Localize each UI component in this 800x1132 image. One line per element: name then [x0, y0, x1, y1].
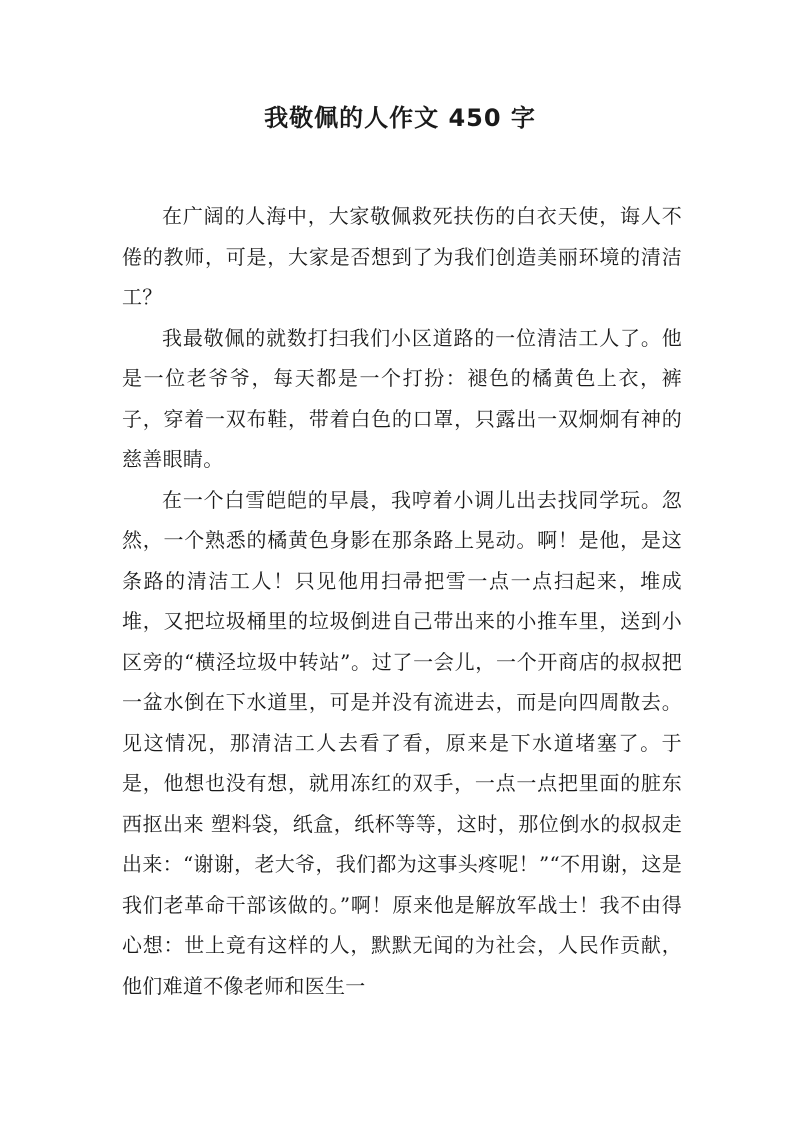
- paragraph-1: 在广阔的人海中，大家敬佩救死扶伤的白衣天使，诲人不倦的教师，可是，大家是否想到了为我们创造美丽环境的清洁工？: [122, 204, 682, 309]
- paragraph-2: 我最敬佩的就数打扫我们小区道路的一位清洁工人了。他是一位老爷爷，每天都是一个打扮：褪色的橘黄色上衣，裤子，穿着一双布鞋，带着白色的口罩，只露出一双炯炯有神的慈善眼睛。: [122, 325, 682, 471]
- document-title: 我敬佩的人作文 450 字: [264, 104, 536, 132]
- paragraph-3: 在一个白雪皑皑的早晨，我哼着小调儿出去找同学玩。忽然，一个熟悉的橘黄色身影在那条路上晃动。啊！是他，是这条路的清洁工人！只见他用扫帚把雪一点一点扫起来，堆成堆，又把垃圾桶里的垃圾倒进自己带出来的小推车里，送到小区旁的“横泾垃圾中转站”。过了一会儿，一个开商店的叔叔把一盆水倒在下水道里，可是并没有流进去，而是向四周散去。见这情况，那清洁工人去看了看，原来是下水道堵塞了。于是，他想也没有想，就用冻红的双手，一点一点把里面的脏东西抠出来 塑料袋，纸盒，纸杯等等，这时，那位倒水的叔叔走出来：“谢谢，老大爷，我们都为这事头疼呢！”“不用谢，这是我们老革命干部该做的。”啊！原来他是解放军战士！我不由得心想：世上竟有这样的人，默默无闻的为社会，人民作贡献，他们难道不像老师和医生一: [122, 487, 682, 998]
- essay-body: [122, 196, 682, 1006]
